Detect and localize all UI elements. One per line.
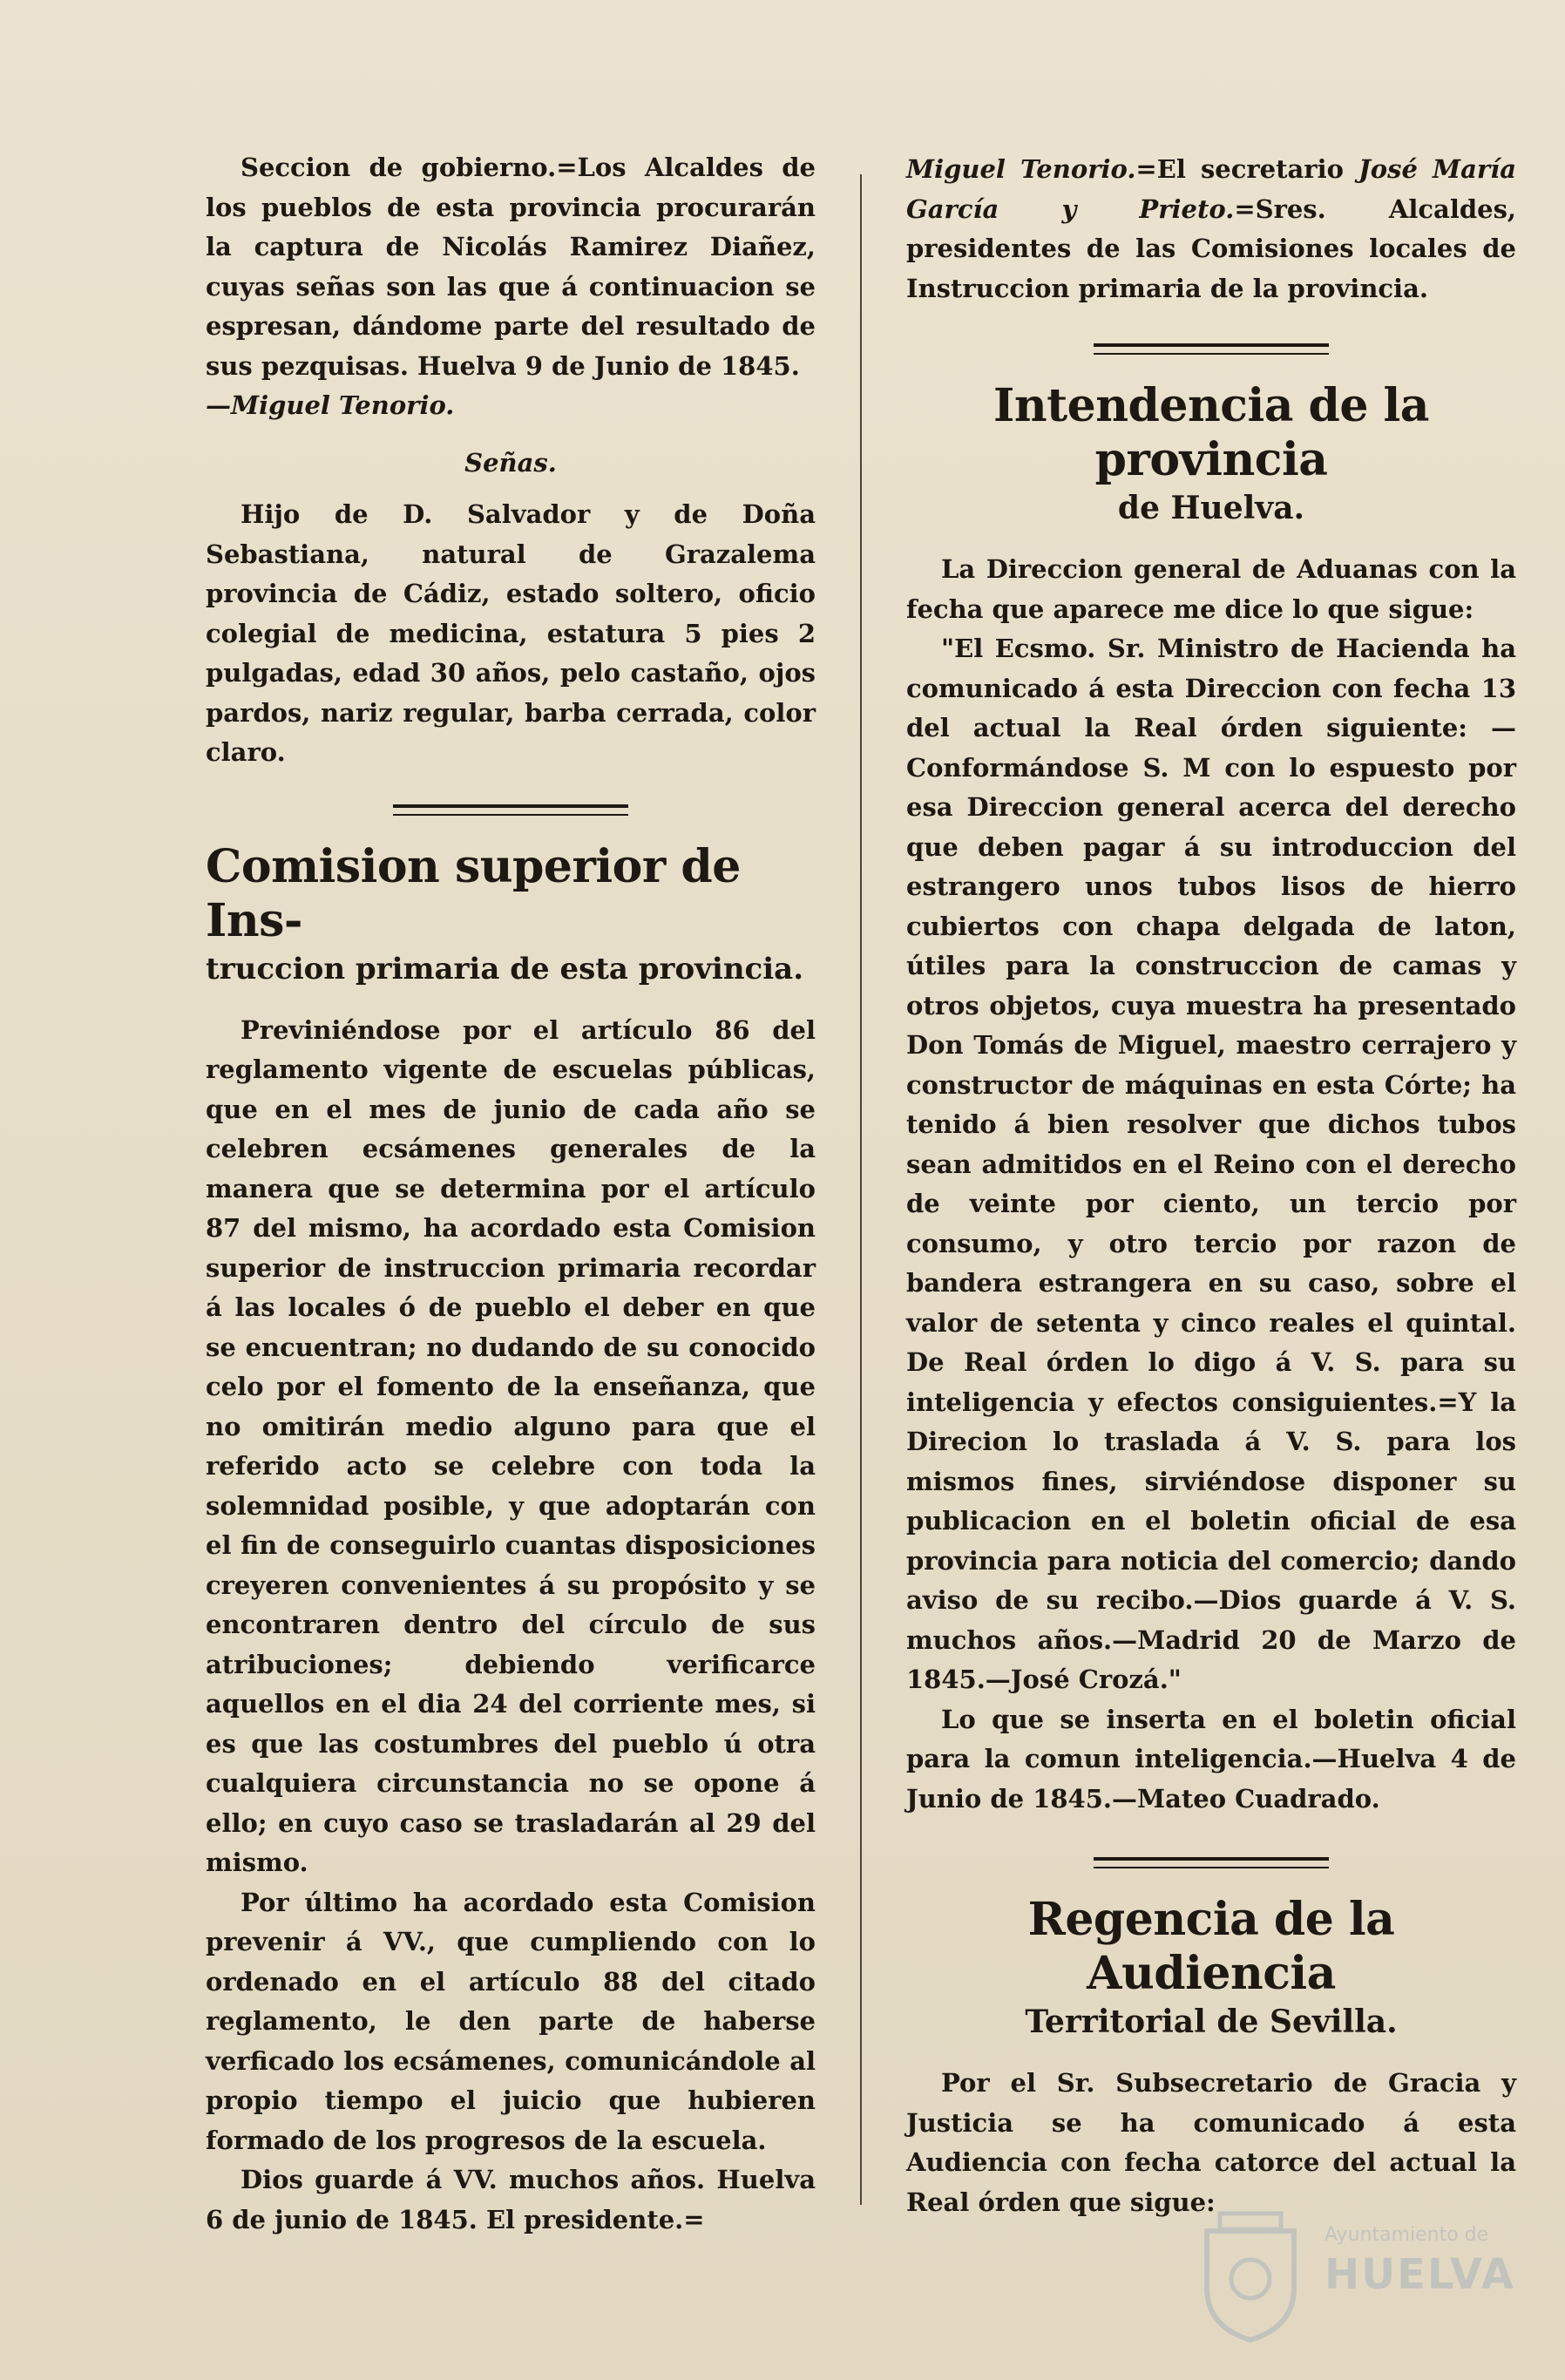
heading-comision-line2: truccion primaria de esta provincia. xyxy=(206,951,804,987)
intendencia-paragraph-1: La Direccion general de Aduanas con la fecha que aparece me dice lo que sigue: xyxy=(906,554,1516,624)
heading-comision-line1: Comision superior de Ins- xyxy=(206,839,741,947)
signature-paragraph xyxy=(906,150,1516,309)
heading-regencia-line1: Regencia de la Audiencia xyxy=(1027,1893,1395,2000)
signature-name-1: Miguel Tenorio. xyxy=(906,154,1136,184)
comision-paragraph-1: Previniéndose por el artículo 86 del reglamento vigente de escuelas públicas, que en el mes de junio de cada año se celebren ecsámenes generales de la manera que se determina por el artículo 87 del mismo, ha acordado esta Comision superior de instruccion primaria recordar á las locales ó de pueblo el deber en que se encuentran; no dudando de su conocido celo por el fomento de la enseñanza, que no omitirán medio alguno para que el referido acto se celebre con toda la solemnidad posible, y que adoptarán con el fin de conseguirlo cuantas disposiciones creyeren convenientes á su propósito y se encontraren dentro del círculo de sus atribuciones; debiendo verificarce aquellos en el dia 24 del corriente mes, si es que las costumbres del pueblo ú otra cualquiera circunstancia no se opone á ello; en cuyo caso se trasladarán al 29 del mismo. xyxy=(206,1014,816,1877)
intendencia-paragraph-3: Lo que se inserta en el boletin oficial para la comun inteligencia.—Huelva 4 de Junio de 1845.—Mateo Cuadrado. xyxy=(906,1704,1516,1814)
notice-text: Seccion de gobierno.=Los Alcaldes de los pueblos de esta provincia procurarán la captura de Nicolás Ramirez Diañez, cuyas señas son las que á continuacion se espresan, dándome parte del resultado de sus pezquisas. Huelva 9 de Junio de 1845. xyxy=(206,153,816,381)
signature-mid: =El secretario xyxy=(1135,154,1359,184)
senas-paragraph: Hijo de D. Salvador y de Doña Sebastiana, natural de Grazalema provincia de Cádiz, estado soltero, oficio colegial de medicina, estatura 5 pies 2 pulgadas, edad 30 años, pelo castaño, ojos pardos, nariz regular, barba cerrada, color claro. xyxy=(206,499,816,767)
regencia-paragraph: Por el Sr. Subsecretario de Gracia y Justicia se ha comunicado á esta Audiencia con fecha catorce del actual la Real órden que sigue: xyxy=(906,2068,1516,2217)
intendencia-paragraph-2: "El Ecsmo. Sr. Ministro de Hacienda ha comunicado á esta Direccion con fecha 13 del actual la Real órden siguiente: —Conformándose S. M con lo espuesto por esa Direccion general acerca del derecho que deben pagar á su introduccion del estrangero unos tubos lisos de hierro cubiertos con chapa delgada de laton, útiles para la construccion de camas y otros objetos, cuya muestra ha presentado Don Tomás de Miguel, maestro cerrajero y constructor de máquinas en esta Córte; ha tenido á bien resolver que dichos tubos sean admitidos en el Reino con el derecho de veinte por ciento, un tercio por consumo, y otro tercio por razon de bandera estrangera en su caso, sobre el valor de setenta y cinco reales el quintal. De Real órden lo digo á V. S. para su inteligencia y efectos consiguientes.=Y la Direcion lo traslada á V. S. para los mismos fines, sirviéndose disponer su publicacion en el boletin oficial de esa provincia para noticia del comercio; dando aviso de su recibo.—Dios guarde á V. S. muchos años.—Madrid 20 de Marzo de 1845.—José Crozá." xyxy=(906,634,1516,1694)
comision-paragraph-2: Por último ha acordado esta Comision prevenir á VV., que cumpliendo con lo ordenado en el artículo 88 del citado reglamento, le den parte de haberse verficado los ecsámenes, comunicándole al propio tiempo el juicio que hubieren formado de los progresos de la escuela. xyxy=(206,1887,816,2155)
watermark-line1: Ayuntamiento de xyxy=(1324,2224,1489,2246)
column-divider xyxy=(860,174,862,2205)
left-column xyxy=(206,148,816,2240)
watermark-line2: HUELVA xyxy=(1324,2250,1515,2299)
heading-intendencia-line1: Intendencia de la provincia xyxy=(993,379,1429,486)
archive-watermark xyxy=(1194,2205,1525,2353)
senas-title: Señas. xyxy=(464,447,557,478)
notice-paragraph xyxy=(206,148,816,426)
comision-paragraph-3: Dios guarde á VV. muchos años. Huelva 6 de junio de 1845. El presidente.= xyxy=(206,2165,816,2234)
section-separator xyxy=(393,804,628,816)
heading-intendencia-line2: de Huelva. xyxy=(1117,490,1305,526)
heading-regencia-line2: Territorial de Sevilla. xyxy=(1025,2004,1398,2040)
section-separator xyxy=(1094,1857,1329,1868)
signature-name-2: José María García y Prieto. xyxy=(906,154,1516,224)
notice-signature: —Miguel Tenorio. xyxy=(206,390,455,420)
section-separator xyxy=(1094,343,1329,355)
crest-icon xyxy=(1194,2205,1307,2344)
signature-rest: =Sres. Alcaldes, presidentes de las Comisiones locales de Instruccion primaria de la provincia. xyxy=(906,193,1516,303)
right-column xyxy=(906,150,1516,2222)
